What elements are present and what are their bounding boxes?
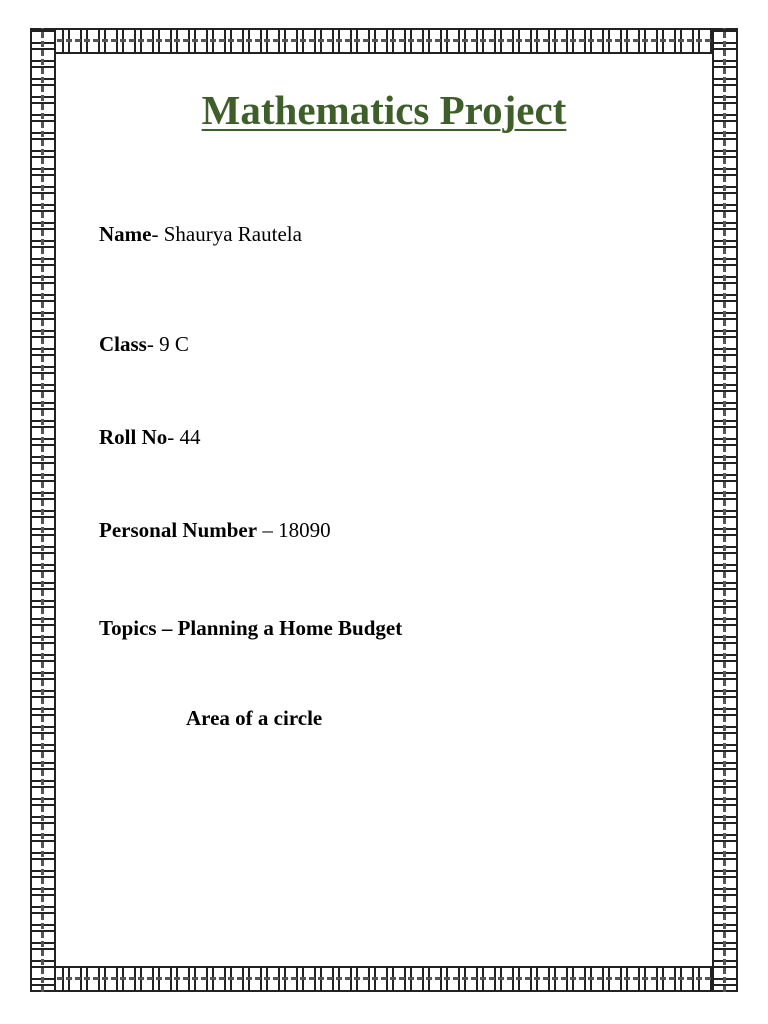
class-separator: - <box>146 332 160 356</box>
topic-item: Planning a Home Budget <box>177 616 403 640</box>
class-value: 9 C <box>159 332 189 356</box>
personal-number-label: Personal Number <box>99 518 258 542</box>
page-title: Mathematics Project <box>201 87 567 133</box>
name-label: Name <box>99 222 152 246</box>
topics-label: Topics <box>99 616 157 640</box>
personal-number-field <box>99 518 331 543</box>
decorative-border-top <box>30 28 738 54</box>
personal-number-value: 18090 <box>278 518 331 542</box>
name-value: Shaurya Rautela <box>163 222 302 246</box>
topic-item-second: Area of a circle <box>186 706 323 730</box>
topics-separator: – <box>156 616 178 640</box>
class-field <box>99 332 189 357</box>
decorative-border-left <box>30 28 56 992</box>
name-separator: - <box>151 222 164 246</box>
name-field <box>99 222 302 247</box>
roll-no-label: Roll No <box>99 425 168 449</box>
roll-no-separator: - <box>167 425 180 449</box>
decorative-border-right <box>712 28 738 992</box>
personal-number-separator: – <box>257 518 279 542</box>
topics-field <box>99 616 402 641</box>
class-label: Class <box>99 332 147 356</box>
roll-no-field <box>99 425 201 450</box>
roll-no-value: 44 <box>179 425 201 449</box>
decorative-border-bottom <box>30 966 738 992</box>
